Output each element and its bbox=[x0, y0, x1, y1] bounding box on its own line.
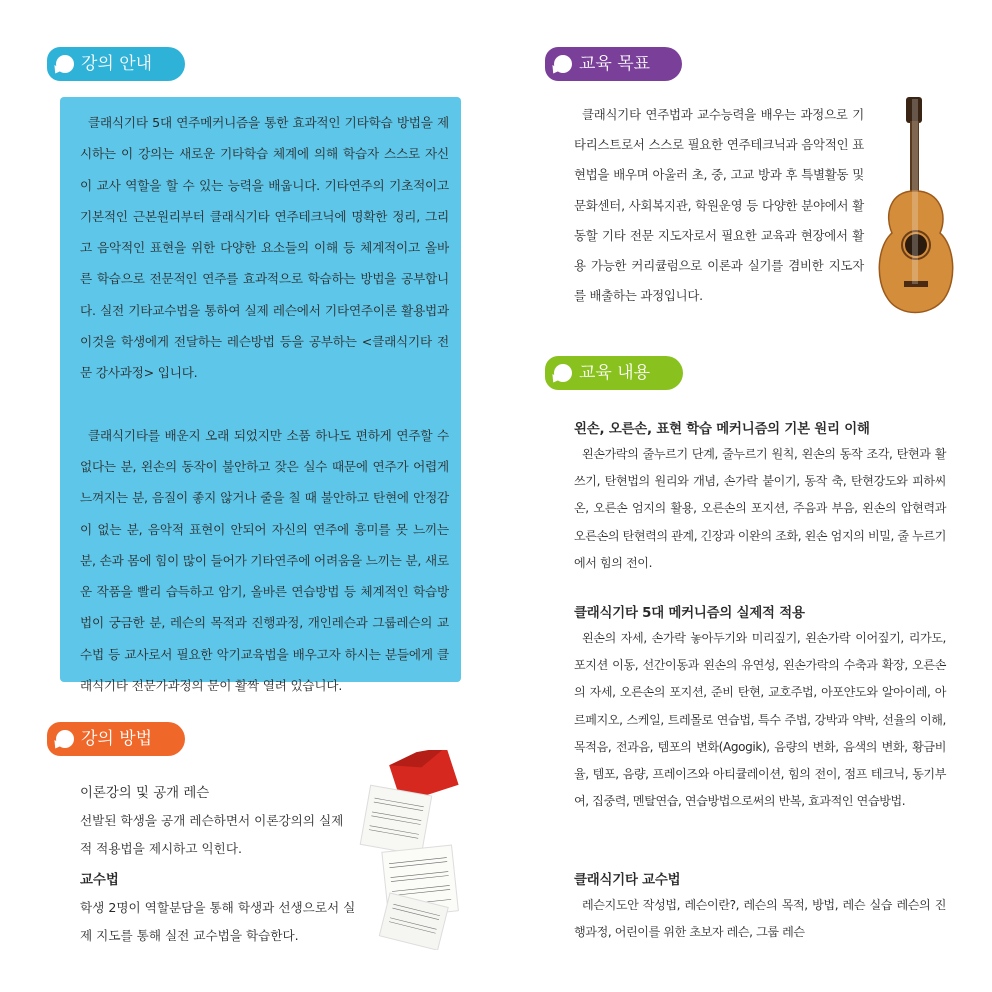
intro-paragraph: 클래식기타 5대 연주메커니즘을 통한 효과적인 기타학습 방법을 제시하는 이 강의는 새로운 기타학습 체계에 의해 학습자 스스로 자신이 교사 역할을 할 수 있는 능력을 배웁니다. 기타연주의 기초적이고 기본적인 근본원리부터 클래식기타 연주테크닉에 명확한 정리, 그리고 음악적인 표현을 위한 다양한 요소들의 이해 등 체계적이고 올바른 학습으로 전문적인 연주를 효과적으로 학습하는 방법을 공부합니다. 실전 기타교수법을 통하여 실제 레슨에서 기타연주이론 활용법과 이것을 학생에게 전달하는 레슨방법 등을 공부하는 <클래식기타 전문 강사과정> 입니다. bbox=[80, 115, 449, 381]
section-tag-intro bbox=[47, 47, 185, 81]
speech-bubble-icon bbox=[554, 364, 572, 382]
section-tag-content bbox=[545, 356, 683, 390]
content-block bbox=[574, 603, 946, 815]
method-item-title: 이론강의 및 공개 레슨 bbox=[80, 786, 210, 801]
section-tag-goal bbox=[545, 47, 682, 81]
content-block-title: 클래식기타 교수법 bbox=[574, 873, 681, 888]
section-tag-label: 강의 안내 bbox=[81, 54, 153, 74]
goal-text bbox=[574, 100, 864, 311]
content-block-body: 왼손가락의 줄누르기 단계, 줄누르기 원칙, 왼손의 동작 조각, 탄현과 활쓰기, 탄현법의 원리와 개념, 손가락 붙이기, 동작 축, 탄현강도와 피하씨온, 오른손 엄지의 활용, 오른손의 포지션, 주음과 부음, 왼손의 압현력과 오른손의 탄현력의 관계, 긴장과 이완의 조화, 왼손 엄지의 비밀, 줄 누르기에서 힘의 전이. bbox=[574, 447, 946, 570]
method-item-body: 학생 2명이 역할분담을 통해 학생과 선생으로서 실제 지도를 통해 실전 교수법을 학습한다. bbox=[80, 900, 356, 943]
content-block-title: 클래식기타 5대 메커니즘의 실제적 적용 bbox=[574, 606, 805, 621]
speech-bubble-icon bbox=[56, 55, 74, 73]
section-tag-label: 교육 내용 bbox=[579, 363, 651, 383]
content-block-body: 왼손의 자세, 손가락 놓아두기와 미리짚기, 왼손가락 이어짚기, 리가도, 포지션 이동, 선간이동과 왼손의 유연성, 왼손가락의 수축과 확장, 오른손의 자세, 오른손의 포지션, 준비 탄현, 교호주법, 아포얀도와 알아이레, 아르페지오, 스케일, 트레몰로 연습법, 특수 주법, 강박과 약박, 선율의 이해, 목적음, 전과음, 템포의 변화(Agogik), 음량의 변화, 음색의 변화, 황금비율, 템포, 음량, 프레이즈와 아티큘레이션, 힘의 전이, 점프 테크닉, 동기부여, 집중력, 멘탈연습, 연습방법으로써의 반복, 효과적인 연습방법. bbox=[574, 631, 946, 809]
goal-paragraph: 클래식기타 연주법과 교수능력을 배우는 과정으로 기타리스트로서 스스로 필요한 연주테크닉과 음악적인 표현법을 배우며 아울러 초, 중, 고교 방과 후 특별활동 및 문화센터, 사회복지관, 학원운영 등 다양한 분야에서 활동할 기타 전문 지도자로서 필요한 교육과 현장에서 활용 가능한 커리큘럼으로 이론과 실기를 겸비한 지도자를 배출하는 과정입니다. bbox=[574, 107, 864, 304]
content-block-body: 레슨지도안 작성법, 레슨이란?, 레슨의 목적, 방법, 레슨 실습 레슨의 진행과정, 어린이를 위한 초보자 레슨, 그룹 레슨 bbox=[574, 898, 946, 940]
section-tag-label: 강의 방법 bbox=[81, 729, 153, 749]
classical-guitar-image bbox=[870, 95, 962, 320]
method-item bbox=[80, 781, 380, 863]
content-block bbox=[574, 419, 946, 577]
speech-bubble-icon bbox=[56, 730, 74, 748]
section-tag-label: 교육 목표 bbox=[579, 54, 651, 74]
speech-bubble-icon bbox=[554, 55, 572, 73]
content-block bbox=[574, 870, 946, 946]
method-item-title: 교수법 bbox=[80, 873, 119, 888]
intro-box bbox=[60, 97, 461, 694]
section-tag-method bbox=[47, 722, 185, 756]
method-item bbox=[80, 868, 380, 950]
intro-paragraph: 클래식기타를 배운지 오래 되었지만 소품 하나도 편하게 연주할 수 없다는 분, 왼손의 동작이 불안하고 잦은 실수 때문에 연주가 어렵게 느껴지는 분, 음질이 좋지 않거나 줄을 칠 때 불안하고 탄현에 안정감이 없는 분, 음악적 표현이 안되어 자신의 연주에 흥미를 못 느끼는 분, 손과 몸에 힘이 많이 들어가 기타연주에 어려움을 느끼는 분, 새로운 작품을 빨리 습득하고 암기, 올바른 연습방법 등 체계적인 학습방법이 궁금한 분, 레슨의 목적과 진행과정, 개인레슨과 그룹레슨의 교수법 등 교사로서 필요한 악기교육법을 배우고자 하시는 분들에게 클래식기타 전문가과정의 문이 활짝 열려 있습니다. bbox=[80, 427, 449, 694]
sheet-music-image bbox=[355, 750, 470, 950]
method-item-body: 선발된 학생을 공개 레슨하면서 이론강의의 실제적 적용법을 제시하고 익힌다. bbox=[80, 813, 344, 856]
content-block-title: 왼손, 오른손, 표현 학습 메커니즘의 기본 원리 이해 bbox=[574, 422, 870, 437]
